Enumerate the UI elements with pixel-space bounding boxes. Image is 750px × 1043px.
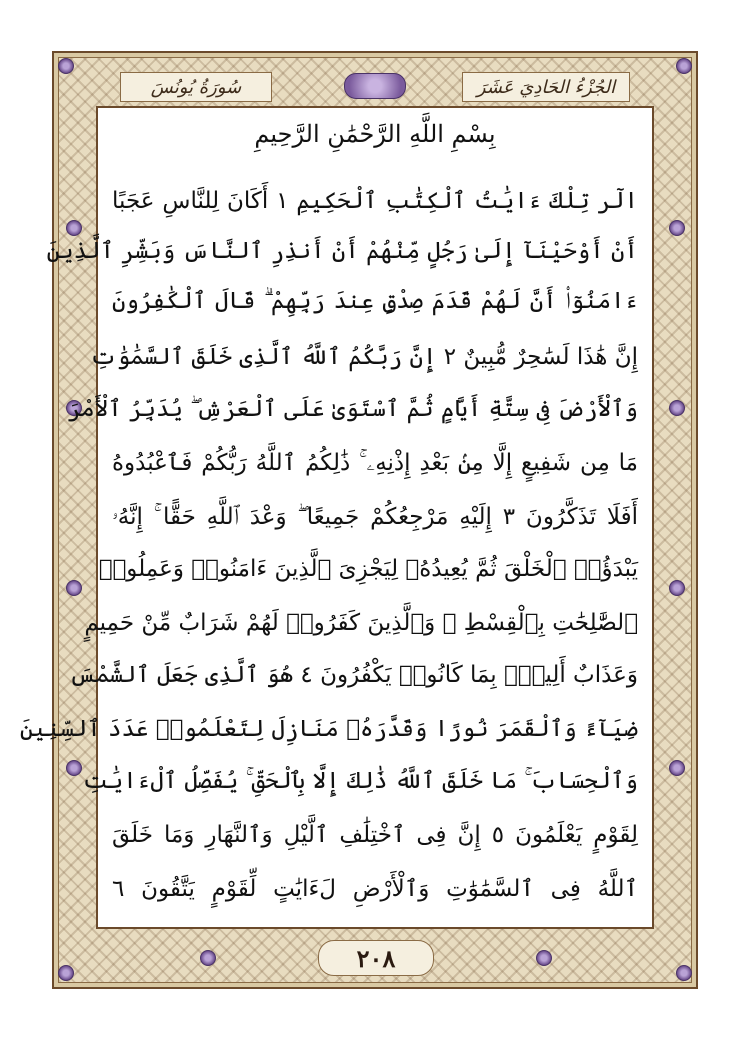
verse-line-13: لِقَوْمٍ يَعْلَمُونَ ٥ إِنَّ فِى ٱخْتِلَٰفِ ٱلَّيْلِ وَٱلنَّهَارِ وَمَا خَلَقَ (112, 822, 638, 848)
rosette-icon (676, 58, 692, 74)
page-number: ٢٠٨ (318, 940, 434, 976)
verse-line-3: ءَامَنُوٓا۟ أَنَّ لَهُمْ قَدَمَ صِدْقٍ عِندَ رَبِّهِمْ ۗ قَالَ ٱلْكَٰفِرُونَ (112, 288, 638, 314)
verse-line-9: ٱلصَّٰلِحَٰتِ بِٱلْقِسْطِ ۚ وَٱلَّذِينَ كَفَرُوا۟ لَهُمْ شَرَابٌ مِّنْ حَمِيمٍ (84, 610, 638, 636)
rosette-icon (536, 950, 552, 966)
header-medallion (300, 70, 450, 102)
rosette-icon (58, 58, 74, 74)
basmala: بِسْمِ اللَّهِ الرَّحْمَٰنِ الرَّحِيمِ (254, 120, 496, 148)
verse-line-4: إِنَّ هَٰذَا لَسَٰحِرٌ مُّبِينٌ ٢ إِنَّ رَبَّكُمُ ٱللَّهُ ٱلَّذِى خَلَقَ ٱلسَّمَٰوَٰتِ (89, 344, 638, 370)
verse-line-1: الٓر تِلْكَ ءَايَٰتُ ٱلْكِتَٰبِ ٱلْحَكِيمِ ١ أَكَانَ لِلنَّاسِ عَجَبًا (112, 188, 638, 214)
verse-line-2: أَنْ أَوْحَيْنَآ إِلَىٰ رَجُلٍ مِّنْهُمْ أَنْ أَنذِرِ ٱلنَّاسَ وَبَشِّرِ ٱلَّذِينَ (46, 238, 638, 264)
verse-line-14: ٱللَّهُ فِى ٱلسَّمَٰوَٰتِ وَٱلْأَرْضِ لَءَايَٰتٍ لِّقَوْمٍ يَتَّقُونَ ٦ (112, 876, 638, 902)
rosette-icon (58, 965, 74, 981)
rosette-icon (669, 220, 685, 236)
medallion-icon (344, 73, 406, 99)
verse-line-6: مَا مِن شَفِيعٍ إِلَّا مِنۢ بَعْدِ إِذْنِهِۦ ۚ ذَٰلِكُمُ ٱللَّهُ رَبُّكُمْ فَٱعْبُدُوهُ (112, 450, 638, 476)
juz-label: الجُزْءُ الحَادِيَ عَشَرَ (462, 72, 630, 102)
rosette-icon (669, 580, 685, 596)
verse-line-8: يَبْدَؤُا۟ ٱلْخَلْقَ ثُمَّ يُعِيدُهُۥ لِيَجْزِىَ ٱلَّذِينَ ءَامَنُوا۟ وَعَمِلُوا۟ (98, 556, 638, 582)
rosette-icon (669, 400, 685, 416)
rosette-icon (676, 965, 692, 981)
verse-line-5: وَٱلْأَرْضَ فِى سِتَّةِ أَيَّامٍ ثُمَّ ٱسْتَوَىٰ عَلَى ٱلْعَرْشِ ۖ يُدَبِّرُ ٱلْأَمْرَ (67, 396, 638, 422)
verse-line-12: وَٱلْحِسَابَ ۚ مَا خَلَقَ ٱللَّهُ ذَٰلِكَ إِلَّا بِٱلْحَقِّ ۚ يُفَصِّلُ ٱلْءَايَٰتِ (82, 768, 638, 794)
rosette-icon (66, 760, 82, 776)
rosette-icon (66, 580, 82, 596)
verse-line-11: ضِيَآءً وَٱلْقَمَرَ نُورًا وَقَدَّرَهُۥ مَنَازِلَ لِتَعْلَمُوا۟ عَدَدَ ٱلسِّنِينَ (19, 716, 638, 742)
verse-line-7: أَفَلَا تَذَكَّرُونَ ٣ إِلَيْهِ مَرْجِعُكُمْ جَمِيعًا ۖ وَعْدَ ٱللَّهِ حَقًّا ۚ إِنَّهُۥ (112, 504, 638, 530)
surah-label: سُورَةُ يُونُسَ (120, 72, 272, 102)
verse-line-10: وَعَذَابٌ أَلِيمٌۢ بِمَا كَانُوا۟ يَكْفُرُونَ ٤ هُوَ ٱلَّذِى جَعَلَ ٱلشَّمْسَ (69, 662, 638, 688)
rosette-icon (669, 760, 685, 776)
rosette-icon (200, 950, 216, 966)
